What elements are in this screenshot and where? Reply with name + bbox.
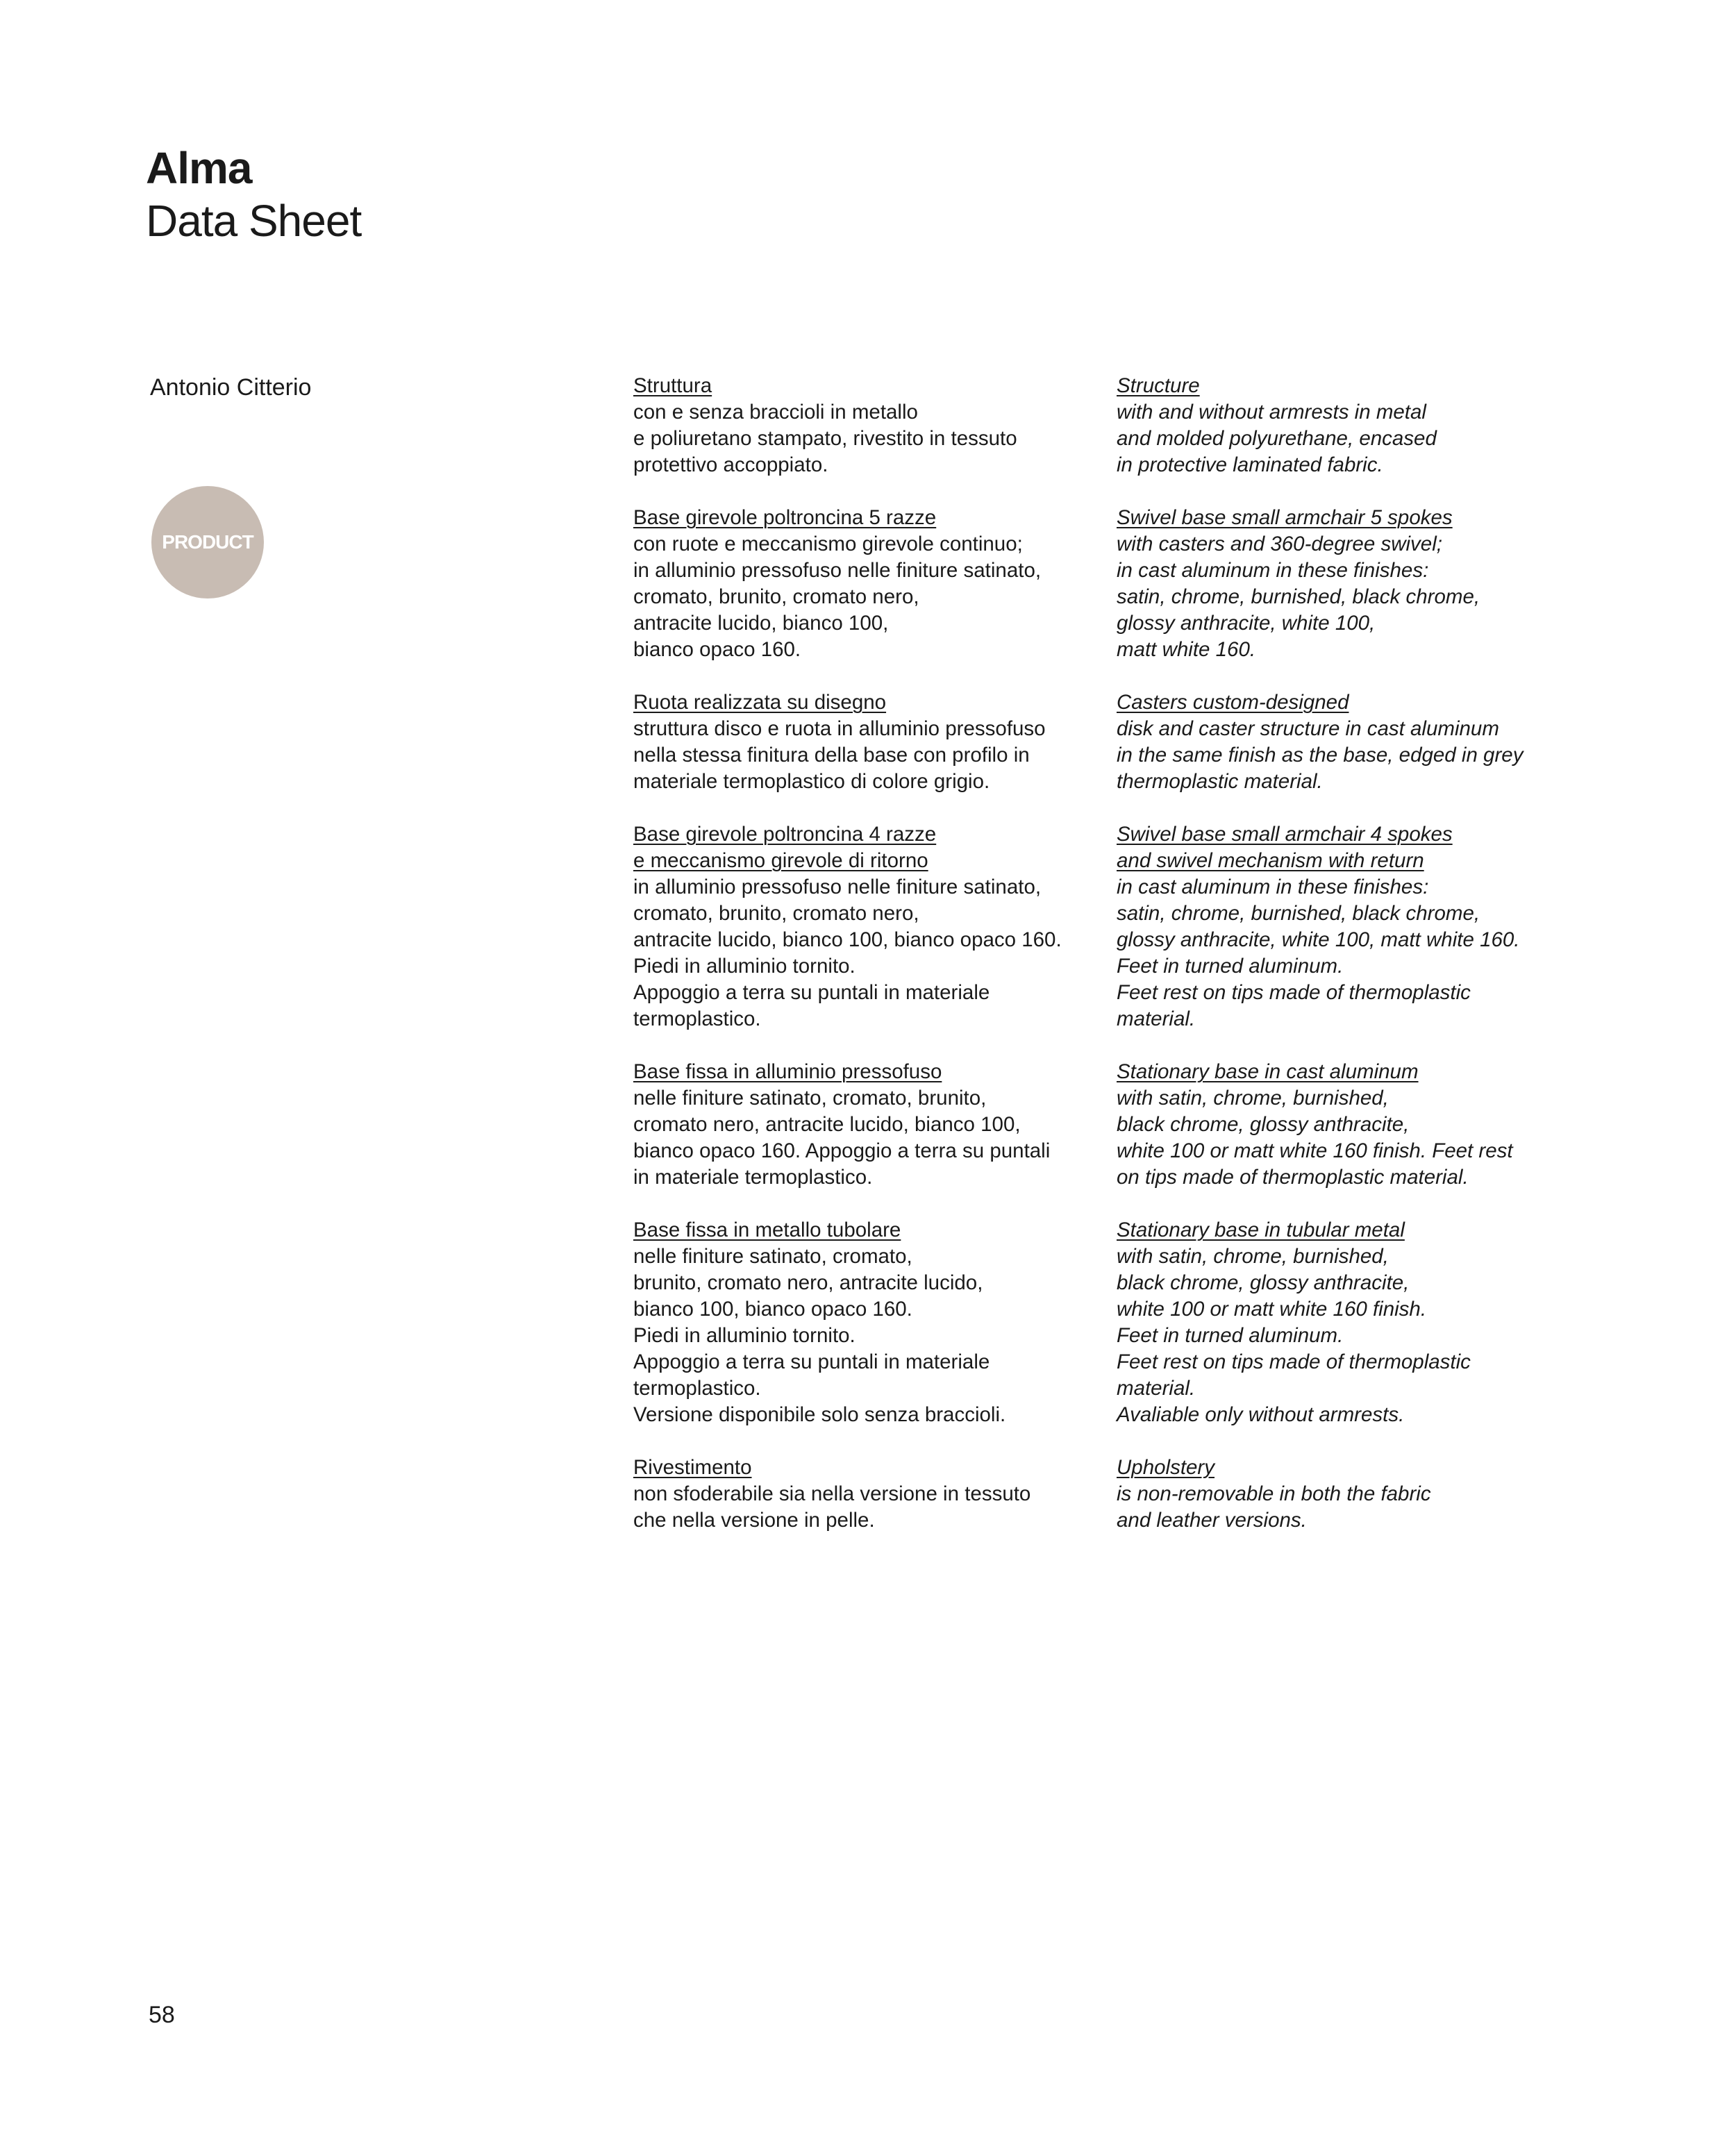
section-text-line: brunito, cromato nero, antracite lucido, [633, 1271, 983, 1294]
section-text-line: Appoggio a terra su puntali in materiale [633, 981, 990, 1004]
section-text-line: white 100 or matt white 160 finish. [1117, 1298, 1427, 1321]
section-text-line: glossy anthracite, white 100, [1117, 612, 1376, 635]
section-text-line: in cast aluminum in these finishes: [1117, 876, 1429, 898]
section-text-line: antracite lucido, bianco 100, [633, 612, 889, 635]
section-text-line: satin, chrome, burnished, black chrome, [1117, 902, 1480, 925]
section-text-line: with satin, chrome, burnished, [1117, 1245, 1389, 1268]
section-heading: Stationary base in cast aluminum [1117, 1060, 1419, 1083]
section-text-line: disk and caster structure in cast aluminum [1117, 717, 1499, 740]
section-text-line: non sfoderabile sia nella versione in tessuto [633, 1482, 1031, 1505]
section-text-line: in alluminio pressofuso nelle finiture satinato, [633, 876, 1042, 898]
section-text-line: in protective laminated fabric. [1117, 453, 1383, 476]
spec-section [633, 1455, 1112, 1534]
section-text-line: material. [1117, 1007, 1196, 1030]
section-text-line: nelle finiture satinato, cromato, brunito, [633, 1087, 987, 1110]
page-header [146, 142, 361, 247]
section-heading: and swivel mechanism with return [1117, 849, 1424, 872]
section-heading: Stationary base in tubular metal [1117, 1219, 1405, 1241]
section-text-line: Feet rest on tips made of thermoplastic [1117, 981, 1471, 1004]
section-heading: Base fissa in metallo tubolare [633, 1219, 901, 1241]
section-text-line: on tips made of thermoplastic material. [1117, 1166, 1469, 1189]
section-text-line: in alluminio pressofuso nelle finiture satinato, [633, 559, 1042, 582]
section-heading: Ruota realizzata su disegno [633, 691, 887, 714]
section-heading: e meccanismo girevole di ritorno [633, 849, 928, 872]
section-text-line: struttura disco e ruota in alluminio pressofuso [633, 717, 1046, 740]
section-heading: Base girevole poltroncina 5 razze [633, 506, 937, 529]
section-text-line: termoplastico. [633, 1377, 761, 1400]
section-text-line: black chrome, glossy anthracite, [1117, 1271, 1410, 1294]
spec-section [1117, 1455, 1596, 1534]
section-text-line: bianco opaco 160. [633, 638, 801, 661]
italian-spec-column [633, 373, 1112, 1560]
section-text-line: antracite lucido, bianco 100, bianco opaco 160. [633, 928, 1062, 951]
spec-section [1117, 1059, 1596, 1191]
section-text-line: e poliuretano stampato, rivestito in tessuto [633, 427, 1017, 450]
section-text-line: Piedi in alluminio tornito. [633, 1324, 856, 1347]
section-text-line: and molded polyurethane, encased [1117, 427, 1437, 450]
spec-section [1117, 373, 1596, 478]
section-text-line: Avaliable only without armrests. [1117, 1403, 1405, 1426]
spec-section [633, 373, 1112, 478]
section-text-line: Feet in turned aluminum. [1117, 1324, 1344, 1347]
section-text-line: thermoplastic material. [1117, 770, 1323, 793]
section-text-line: nella stessa finitura della base con profilo in [633, 744, 1030, 767]
section-text-line: Versione disponibile solo senza braccioli. [633, 1403, 1006, 1426]
english-spec-column [1117, 373, 1596, 1560]
spec-section [633, 821, 1112, 1032]
document-subtitle: Data Sheet [146, 196, 362, 246]
section-text-line: in materiale termoplastico. [633, 1166, 873, 1189]
section-text-line: Feet rest on tips made of thermoplastic [1117, 1350, 1471, 1373]
section-text-line: cromato, brunito, cromato nero, [633, 902, 919, 925]
product-title: Alma [146, 143, 252, 193]
section-text-line: in cast aluminum in these finishes: [1117, 559, 1429, 582]
section-text-line: Piedi in alluminio tornito. [633, 955, 856, 978]
section-text-line: with casters and 360-degree swivel; [1117, 533, 1442, 555]
section-text-line: con e senza braccioli in metallo [633, 401, 918, 424]
section-text-line: is non-removable in both the fabric [1117, 1482, 1431, 1505]
section-heading: Base fissa in alluminio pressofuso [633, 1060, 942, 1083]
section-text-line: matt white 160. [1117, 638, 1256, 661]
section-text-line: Feet in turned aluminum. [1117, 955, 1344, 978]
section-text-line: che nella versione in pelle. [633, 1509, 875, 1532]
section-text-line: con ruote e meccanismo girevole continuo; [633, 533, 1023, 555]
spec-section [1117, 1217, 1596, 1428]
section-heading: Upholstery [1117, 1456, 1215, 1479]
section-heading: Structure [1117, 374, 1200, 397]
spec-section [633, 1217, 1112, 1428]
section-text-line: white 100 or matt white 160 finish. Feet rest [1117, 1139, 1513, 1162]
section-text-line: in the same finish as the base, edged in grey [1117, 744, 1524, 767]
product-badge: PRODUCT [151, 486, 264, 599]
page-number: 58 [149, 2002, 175, 2028]
section-heading: Struttura [633, 374, 712, 397]
section-heading: Casters custom-designed [1117, 691, 1349, 714]
section-text-line: cromato nero, antracite lucido, bianco 100, [633, 1113, 1021, 1136]
designer-name: Antonio Citterio [150, 374, 312, 401]
section-text-line: satin, chrome, burnished, black chrome, [1117, 585, 1480, 608]
section-text-line: protettivo accoppiato. [633, 453, 828, 476]
section-heading: Swivel base small armchair 5 spokes [1117, 506, 1453, 529]
section-text-line: bianco 100, bianco opaco 160. [633, 1298, 912, 1321]
spec-section [633, 689, 1112, 795]
section-heading: Swivel base small armchair 4 spokes [1117, 823, 1453, 846]
spec-section [1117, 689, 1596, 795]
spec-section [633, 505, 1112, 663]
section-text-line: and leather versions. [1117, 1509, 1307, 1532]
spec-section [1117, 505, 1596, 663]
section-heading: Rivestimento [633, 1456, 752, 1479]
section-text-line: materiale termoplastico di colore grigio. [633, 770, 990, 793]
section-text-line: nelle finiture satinato, cromato, [633, 1245, 912, 1268]
section-text-line: bianco opaco 160. Appoggio a terra su puntali [633, 1139, 1051, 1162]
section-text-line: with satin, chrome, burnished, [1117, 1087, 1389, 1110]
section-text-line: cromato, brunito, cromato nero, [633, 585, 919, 608]
section-text-line: termoplastico. [633, 1007, 761, 1030]
spec-section [1117, 821, 1596, 1032]
section-text-line: Appoggio a terra su puntali in materiale [633, 1350, 990, 1373]
spec-section [633, 1059, 1112, 1191]
section-text-line: material. [1117, 1377, 1196, 1400]
section-text-line: glossy anthracite, white 100, matt white 160. [1117, 928, 1520, 951]
section-text-line: black chrome, glossy anthracite, [1117, 1113, 1410, 1136]
section-text-line: with and without armrests in metal [1117, 401, 1426, 424]
section-heading: Base girevole poltroncina 4 razze [633, 823, 937, 846]
